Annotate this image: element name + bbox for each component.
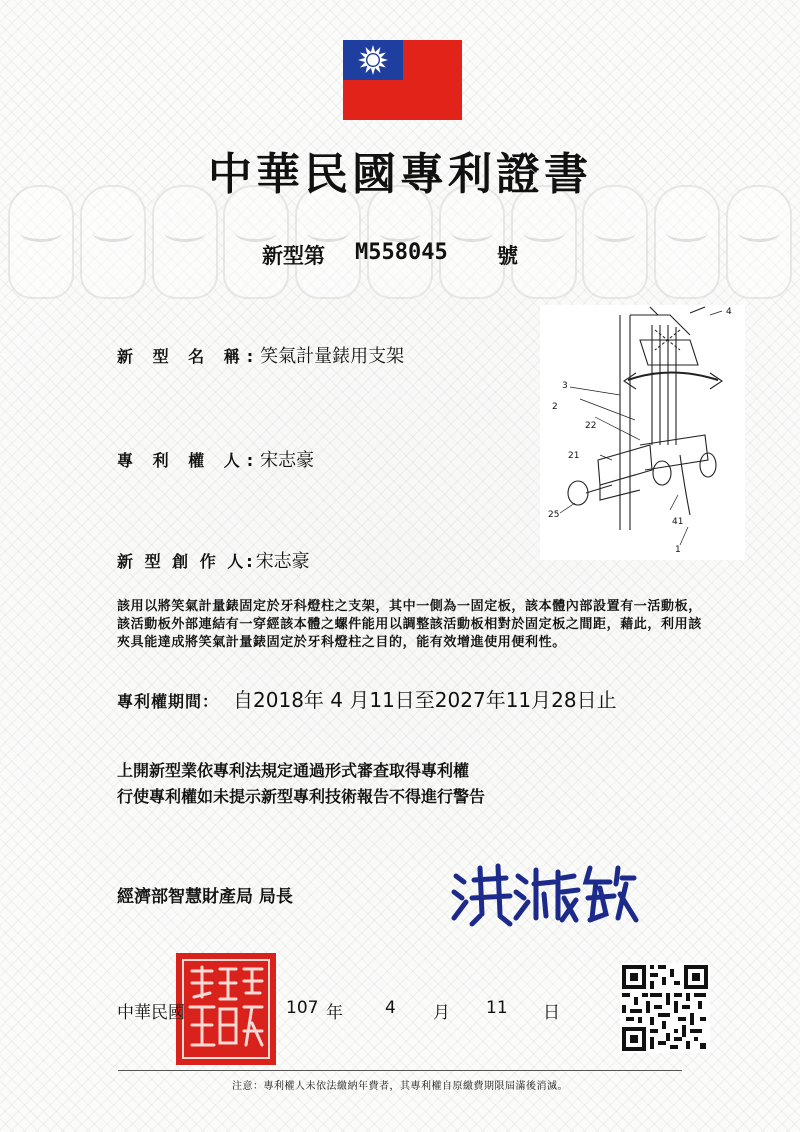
watermark-bear-icon: [654, 185, 720, 299]
drawing-callout: 25: [548, 510, 560, 520]
qr-code: [620, 963, 710, 1053]
legal-notice: [117, 758, 485, 810]
watermark-bear-icon: [511, 185, 577, 299]
national-flag-icon: [343, 40, 462, 120]
watermark-bear-icon: [152, 185, 218, 299]
notice-line: 上開新型業依專利法規定通過形式審查取得專利權: [117, 761, 470, 780]
patent-number-suffix: 號: [497, 244, 518, 268]
patent-term-value: 自2018年 4 月11日至2027年11月28日止: [233, 688, 617, 712]
qr-code-icon: [620, 963, 710, 1053]
drawing-callout: 1: [675, 545, 681, 555]
date-year-unit: 年: [326, 1003, 343, 1023]
seal-stamp-icon: [176, 953, 276, 1065]
patent-term: [117, 684, 617, 713]
drawing-callout: 4: [726, 307, 732, 317]
utility-model-name-label: 新 型 名 稱:: [117, 347, 261, 366]
patentee-value: 宋志豪: [260, 450, 315, 471]
footer-divider: [118, 1070, 682, 1071]
watermark-bear-icon: [439, 185, 505, 299]
creator-label: 新 型 創 作 人:: [117, 552, 256, 571]
creator-value: 宋志豪: [255, 551, 310, 572]
white-sun-icon: [343, 40, 403, 80]
patent-type-label: 新型第: [262, 244, 325, 268]
drawing-callout: 21: [568, 451, 580, 461]
watermark-bear-icon: [80, 185, 146, 299]
watermark-bear-icon: [582, 185, 648, 299]
patent-term-label: 專利權期間：: [117, 692, 220, 711]
abstract-line: 夾具能達成將笑氣計量錶固定於牙科燈柱之目的，能有效增進使用便利性。: [117, 635, 566, 650]
creator-field: [117, 547, 310, 573]
patent-abstract: [117, 598, 782, 652]
utility-model-name-value: 笑氣計量錶用支架: [260, 346, 405, 367]
date-month: 4: [385, 998, 396, 1018]
abstract-line: 該活動板外部連結有一穿經該本體之螺件能用以調整該活動板相對於固定板之間距，藉此，利用該: [117, 617, 702, 632]
drawing-callout: 2: [552, 402, 558, 412]
director-signature: [450, 858, 640, 939]
date-year: 107: [286, 998, 319, 1018]
notice-line: 行使專利權如未提示新型專利技術報告不得進行警告: [117, 787, 486, 806]
drawing-callout: 41: [672, 517, 684, 527]
footer-note: 注意：專利權人未依法繳納年費者，其專利權自原繳費期限屆滿後消滅。: [232, 1081, 568, 1092]
watermark-bear-icon: [8, 185, 74, 299]
patentee-field: [117, 446, 314, 472]
drawing-callout: 3: [562, 381, 568, 391]
date-era: 中華民國: [117, 1003, 185, 1023]
drawing-callout: 22: [585, 421, 597, 431]
certificate-title: 中華民國專利證書: [208, 149, 592, 200]
official-seal: [176, 953, 276, 1065]
date-day: 11: [486, 998, 508, 1018]
watermark-bear-icon: [726, 185, 792, 299]
utility-model-name-field: [117, 342, 404, 368]
issuer-title: 經濟部智慧財產局 局長: [117, 887, 293, 907]
patent-number: M558045: [355, 240, 448, 265]
date-month-unit: 月: [433, 1003, 450, 1023]
patent-drawing: [540, 305, 745, 560]
date-day-unit: 日: [543, 1003, 560, 1023]
patentee-label: 專 利 權 人:: [117, 451, 261, 470]
abstract-line: 該用以將笑氣計量錶固定於牙科燈柱之支架，其中一側為一固定板，該本體內部設置有一活動板，: [117, 599, 702, 614]
